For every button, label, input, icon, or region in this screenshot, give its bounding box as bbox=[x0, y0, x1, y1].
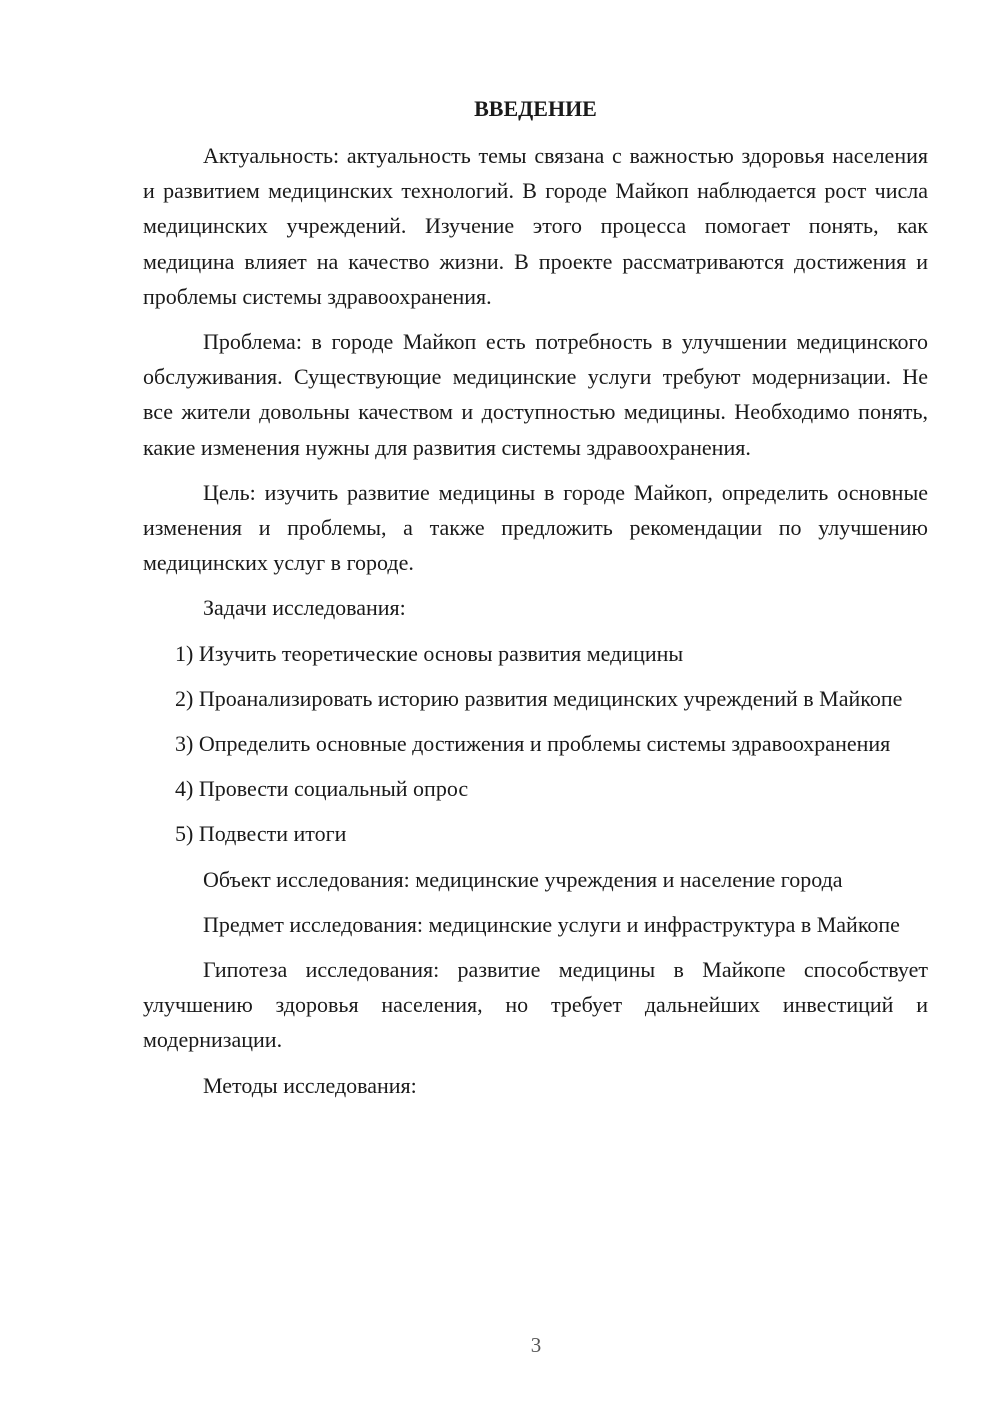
section-heading: ВВЕДЕНИЕ bbox=[474, 96, 597, 121]
subject-paragraph: Предмет исследования: медицинские услуги и инфраструктура в Майкопе bbox=[203, 911, 900, 937]
relevance-paragraph: Актуальность: актуальность темы связана с важностью здоровья населения и развитием медицинских технологий. В городе Майкоп наблюдается рост числа медицинских учреждений. Изучение этого процесса помогает понять, как медицина влияет на качество жизни. В проекте рассматриваются достижения и проблемы системы здравоохранения. bbox=[143, 143, 928, 309]
problem-paragraph: Проблема: в городе Майкоп есть потребность в улучшении медицинского обслуживания. Существующие медицинские услуги требуют модернизации. Не все жители довольны качеством и доступностью медицины. Необходимо понять, какие изменения нужны для развития системы здравоохранения. bbox=[143, 329, 928, 460]
object-paragraph: Объект исследования: медицинские учреждения и население города bbox=[203, 866, 843, 892]
task-item-4: 4) Провести социальный опрос bbox=[175, 776, 469, 802]
page-number: 3 bbox=[530, 1333, 542, 1357]
hypothesis-paragraph: Гипотеза исследования: развитие медицины в Майкопе способствует улучшению здоровья населения, но требует дальнейших инвестиций и модернизации. bbox=[143, 957, 928, 1053]
page-content bbox=[143, 94, 928, 1113]
task-item-2: 2) Проанализировать историю развития медицинских учреждений в Майкопе bbox=[175, 685, 903, 711]
task-item-3: 3) Определить основные достижения и проблемы системы здравоохранения bbox=[175, 731, 891, 757]
tasks-title: Задачи исследования: bbox=[203, 595, 406, 621]
goal-paragraph: Цель: изучить развитие медицины в городе Майкоп, определить основные изменения и проблемы, а также предложить рекомендации по улучшению медицинских услуг в городе. bbox=[143, 479, 928, 576]
task-item-5: 5) Подвести итоги bbox=[175, 821, 347, 847]
task-item-1: 1) Изучить теоретические основы развития медицины bbox=[175, 640, 684, 666]
methods-title: Методы исследования: bbox=[203, 1072, 417, 1098]
